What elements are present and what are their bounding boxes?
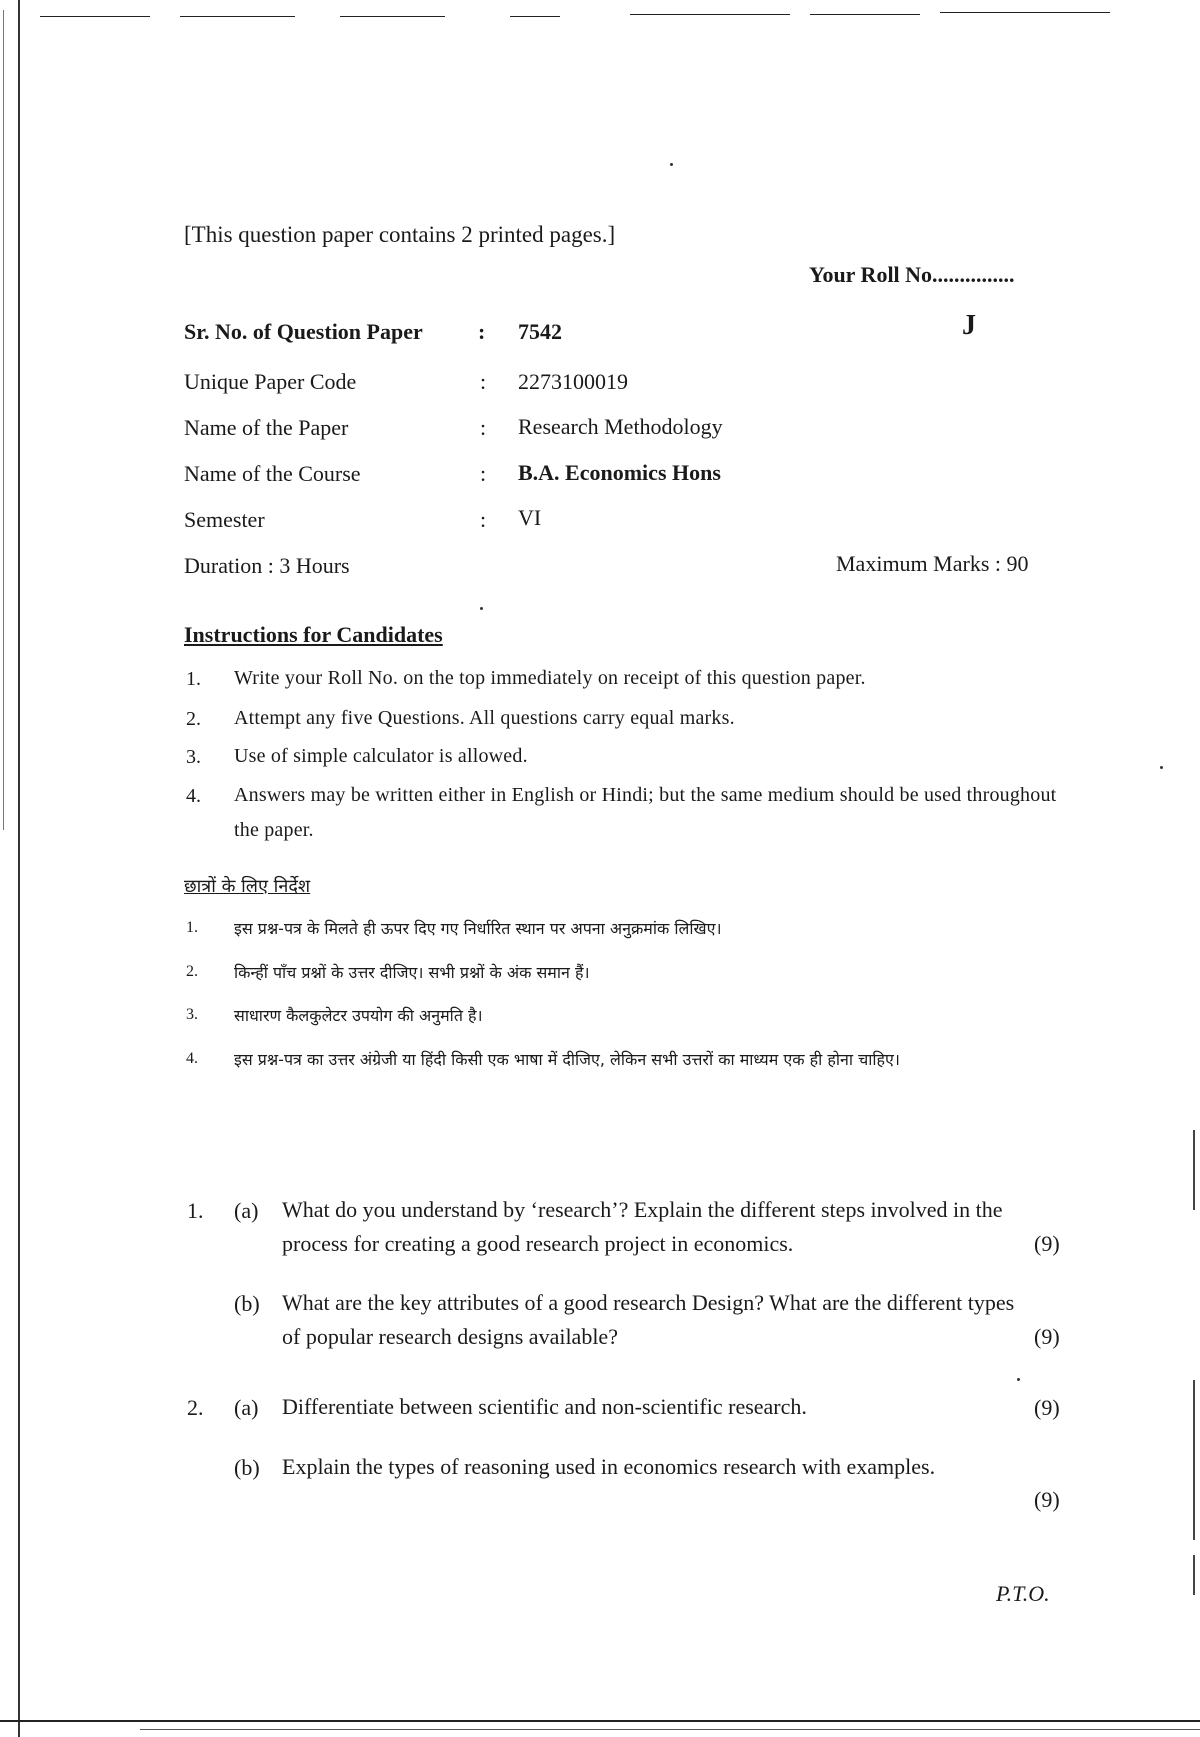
instruction-text: Write your Roll No. on the top immediately on receipt of this question paper.	[234, 667, 866, 689]
question-marks: (9)	[1034, 1231, 1060, 1256]
scan-speck	[1160, 766, 1163, 769]
hindi-instruction-text: इस प्रश्न-पत्र का उत्तर अंग्रेजी या हिंदी किसी एक भाषा में दीजिए, लेकिन सभी उत्तरों का माध्यम एक ही होना चाहिए।	[234, 1050, 900, 1069]
meta-value-course: B.A. Economics Hons	[518, 460, 721, 485]
scan-top-rule	[810, 14, 920, 15]
meta-value-paper-code: 2273100019	[518, 369, 628, 394]
question-marks: (9)	[1034, 1487, 1060, 1512]
scan-top-rule	[180, 16, 295, 17]
hindi-instruction-number: 4.	[186, 1050, 198, 1067]
question-text: What do you understand by ‘research’? Explain the different steps involved in the process for creating a good research project in economics.	[282, 1197, 1003, 1256]
meta-colon: :	[478, 319, 486, 344]
instruction-number: 1.	[186, 668, 201, 690]
question-text: Differentiate between scientific and non-scientific research.	[282, 1394, 807, 1419]
pages-note: [This question paper contains 2 printed pages.]	[184, 222, 616, 247]
pto-marker: P.T.O.	[996, 1581, 1050, 1606]
question-part-label: (a)	[234, 1198, 259, 1223]
roll-number-field: Your Roll No...............	[809, 262, 1015, 287]
question-number: 2.	[187, 1395, 204, 1420]
question-part-label: (a)	[234, 1395, 259, 1420]
scan-top-rule	[940, 12, 1110, 13]
scan-speck	[670, 163, 673, 166]
meta-label-paper-name: Name of the Paper	[184, 415, 349, 440]
hindi-instruction-text: इस प्रश्न-पत्र के मिलते ही ऊपर दिए गए निर्धारित स्थान पर अपना अनुक्रमांक लिखिए।	[234, 919, 722, 938]
instruction-text: Attempt any five Questions. All questions carry equal marks.	[234, 707, 735, 729]
meta-label-semester: Semester	[184, 507, 265, 532]
meta-value-sr-no: 7542	[518, 319, 562, 344]
question-text: Explain the types of reasoning used in economics research with examples.	[282, 1454, 936, 1479]
meta-colon: :	[480, 415, 487, 440]
meta-colon: :	[480, 369, 487, 394]
duration: Duration : 3 Hours	[184, 553, 350, 578]
scan-top-rule	[340, 16, 445, 17]
scan-top-rule	[630, 14, 790, 15]
scan-margin-tick	[1193, 1130, 1195, 1210]
scan-bottom-rule	[140, 1729, 1200, 1730]
scan-speck	[480, 607, 483, 610]
instructions-heading: Instructions for Candidates	[184, 622, 443, 647]
question-marks: (9)	[1034, 1395, 1060, 1420]
question-part-label: (b)	[234, 1291, 260, 1316]
question-number: 1.	[187, 1198, 204, 1223]
question-marks: (9)	[1034, 1324, 1060, 1349]
scan-edge-left	[18, 0, 20, 1737]
scan-bottom-rule	[0, 1720, 1200, 1722]
scan-margin-tick	[1193, 1380, 1195, 1540]
instruction-number: 3.	[186, 746, 201, 768]
meta-label-paper-code: Unique Paper Code	[184, 369, 357, 394]
question-text: What are the key attributes of a good research Design? What are the different types of popular research designs available?	[282, 1290, 1015, 1349]
scan-speck	[1017, 1378, 1020, 1381]
meta-colon: :	[480, 461, 487, 486]
set-letter: J	[962, 310, 976, 341]
hindi-instruction-text: किन्हीं पाँच प्रश्नों के उत्तर दीजिए। सभी प्रश्नों के अंक समान हैं।	[234, 963, 590, 982]
maximum-marks: Maximum Marks : 90	[836, 551, 1029, 576]
meta-value-semester: VI	[518, 505, 542, 530]
meta-colon: :	[480, 507, 487, 532]
scan-edge-left-inner	[3, 10, 4, 830]
hindi-instruction-number: 2.	[186, 963, 198, 980]
instruction-text: Answers may be written either in English or Hindi; but the same medium should be used throughout the paper.	[234, 784, 1057, 841]
meta-label-sr-no: Sr. No. of Question Paper	[184, 319, 423, 344]
instruction-text: Use of simple calculator is allowed.	[234, 745, 528, 767]
meta-value-paper-name: Research Methodology	[518, 414, 723, 439]
hindi-instruction-text: साधारण कैलकुलेटर उपयोग की अनुमति है।	[234, 1006, 483, 1025]
scan-margin-tick	[1193, 1555, 1195, 1595]
scan-top-rule	[40, 16, 150, 17]
instruction-number: 4.	[186, 785, 201, 807]
hindi-instruction-number: 1.	[186, 919, 198, 936]
hindi-instructions-heading: छात्रों के लिए निर्देश	[184, 876, 311, 897]
question-part-label: (b)	[234, 1455, 260, 1480]
hindi-instruction-number: 3.	[186, 1006, 198, 1023]
scan-top-rule	[510, 16, 560, 17]
meta-label-course: Name of the Course	[184, 461, 361, 486]
instruction-number: 2.	[186, 708, 201, 730]
